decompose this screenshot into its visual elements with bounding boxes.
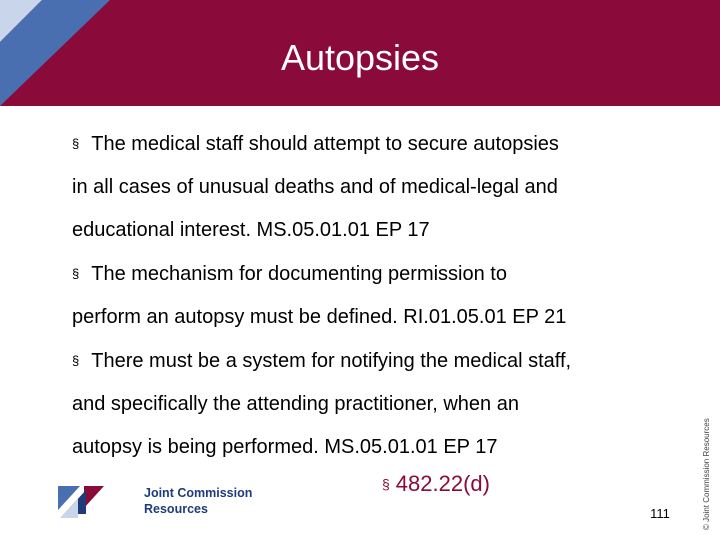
paragraph-1-line-3: educational interest. MS.05.01.01 EP 17 [72, 219, 430, 241]
paragraph-1-line-1: § The medical staff should attempt to secure autopsies [72, 133, 559, 155]
logo-mark-icon [58, 480, 142, 520]
paragraph-3-line-1: § There must be a system for notifying the medical staff, [72, 350, 572, 372]
bullet-icon: § [72, 136, 80, 151]
paragraph-1-line-2: in all cases of unusual deaths and of medical-legal and [72, 176, 558, 198]
joint-commission-logo [58, 480, 253, 520]
bullet-icon: § [382, 476, 390, 492]
paragraph-3-line-2: and specifically the attending practitioner, when an [72, 393, 519, 415]
bullet-icon: § [72, 266, 80, 281]
regulation-sub-bullet [382, 471, 490, 497]
paragraph-3-line-3: autopsy is being performed. MS.05.01.01 EP 17 [72, 436, 498, 458]
slide-title: Autopsies [280, 37, 440, 78]
logo-text-line-1: Joint Commission [144, 486, 253, 500]
logo-text-line-2: Resources [144, 502, 208, 516]
slide-header [0, 0, 720, 106]
copyright-notice: © Joint Commission Resources [702, 418, 711, 530]
paragraph-2-line-1: § The mechanism for documenting permission to [72, 263, 507, 285]
bullet-icon: § [72, 353, 80, 368]
paragraph-2-line-2: perform an autopsy must be defined. RI.01.05.01 EP 21 [72, 306, 567, 328]
regulation-reference: 482.22(d) [395, 471, 490, 496]
slide-body [72, 122, 692, 469]
page-number: 111 [650, 506, 670, 521]
